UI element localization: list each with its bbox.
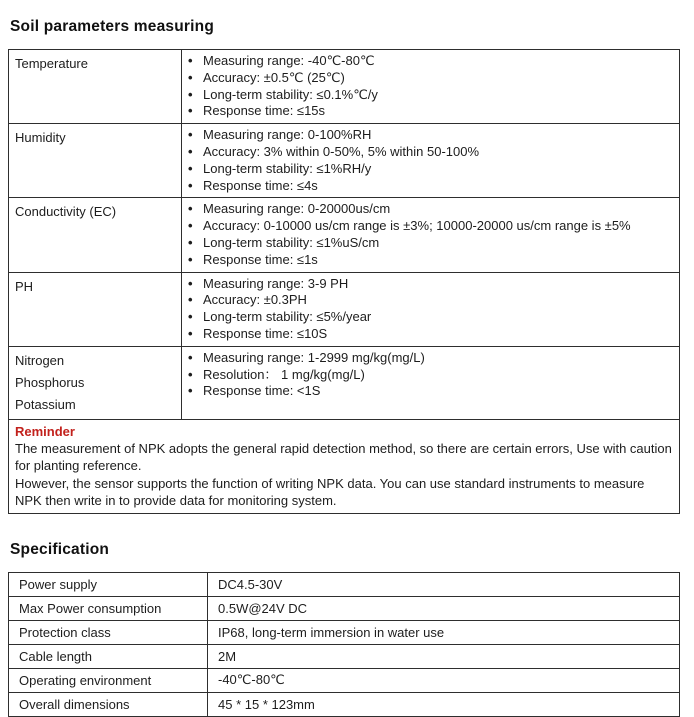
parameter-spec-cell bbox=[182, 50, 680, 124]
spec-bullet-text: Measuring range: 0-100%RH bbox=[203, 127, 372, 143]
specification-table-body bbox=[9, 572, 680, 716]
spec-bullet-item bbox=[188, 367, 673, 384]
bullet-icon: • bbox=[188, 275, 193, 291]
parameter-spec-cell bbox=[182, 272, 680, 346]
parameter-name-cell bbox=[9, 198, 182, 272]
parameter-name: Potassium bbox=[15, 396, 76, 412]
spec-label: Overall dimensions bbox=[9, 692, 208, 716]
spec-label: Max Power consumption bbox=[9, 596, 208, 620]
parameter-name: Temperature bbox=[15, 56, 88, 71]
specification-row bbox=[9, 596, 680, 620]
spec-bullet-item bbox=[188, 383, 673, 400]
bullet-icon: • bbox=[188, 127, 193, 143]
bullet-icon: • bbox=[188, 69, 193, 85]
bullet-icon: • bbox=[188, 86, 193, 102]
bullet-icon: • bbox=[188, 366, 193, 382]
specification-row bbox=[9, 644, 680, 668]
reminder-row bbox=[9, 419, 680, 513]
bullet-icon: • bbox=[188, 218, 193, 234]
spec-bullet-item bbox=[188, 252, 673, 269]
spec-bullet-text: Measuring range: 0-20000us/cm bbox=[203, 201, 391, 217]
spec-label: Operating environment bbox=[9, 668, 208, 692]
parameter-spec-cell bbox=[182, 198, 680, 272]
spec-label: Cable length bbox=[9, 644, 208, 668]
bullet-icon: • bbox=[188, 177, 193, 193]
spec-value: 45 * 15 * 123mm bbox=[208, 692, 680, 716]
spec-bullet-item bbox=[188, 144, 673, 161]
spec-value: DC4.5-30V bbox=[208, 572, 680, 596]
parameter-row bbox=[9, 346, 680, 419]
spec-bullet-text: Accuracy: 0-10000 us/cm range is ±3%; 10000-20000 us/cm range is ±5% bbox=[203, 218, 631, 234]
spec-bullet-item bbox=[188, 103, 673, 120]
spec-bullet-text: Long-term stability: ≤1%uS/cm bbox=[203, 234, 380, 250]
spec-bullet-text: Response time: ≤10S bbox=[203, 325, 328, 341]
parameter-row bbox=[9, 124, 680, 198]
specification-row bbox=[9, 620, 680, 644]
spec-bullet-text: Measuring range: 3-9 PH bbox=[203, 275, 349, 291]
parameter-row bbox=[9, 198, 680, 272]
spec-bullet-item bbox=[188, 201, 673, 218]
spec-value: IP68, long-term immersion in water use bbox=[208, 620, 680, 644]
bullet-icon: • bbox=[188, 251, 193, 267]
reminder-paragraph: The measurement of NPK adopts the general rapid detection method, so there are certain errors, Use with caution for planting reference. bbox=[15, 440, 672, 474]
spec-value: 0.5W@24V DC bbox=[208, 596, 680, 620]
bullet-icon: • bbox=[188, 143, 193, 159]
parameter-name-cell bbox=[9, 272, 182, 346]
spec-bullet-list bbox=[188, 276, 673, 343]
spec-bullet-item bbox=[188, 87, 673, 104]
parameter-row bbox=[9, 272, 680, 346]
parameters-section-title: Soil parameters measuring bbox=[10, 18, 214, 35]
specification-row bbox=[9, 572, 680, 596]
spec-bullet-list bbox=[188, 127, 673, 194]
parameter-name: Phosphorus bbox=[15, 374, 85, 390]
spec-bullet-text: Long-term stability: ≤0.1%℃/y bbox=[203, 86, 378, 102]
parameter-name: Humidity bbox=[15, 130, 66, 146]
specification-row bbox=[9, 692, 680, 716]
parameter-spec-cell bbox=[182, 346, 680, 419]
spec-bullet-item bbox=[188, 127, 673, 144]
spec-bullet-text: Resolution： 1 mg/kg(mg/L) bbox=[203, 366, 365, 382]
spec-bullet-text: Response time: ≤1s bbox=[203, 251, 318, 267]
spec-bullet-text: Response time: <1S bbox=[203, 383, 321, 399]
bullet-icon: • bbox=[188, 349, 193, 365]
spec-bullet-item bbox=[188, 53, 673, 70]
spec-bullet-item bbox=[188, 326, 673, 343]
spec-label: Power supply bbox=[9, 572, 208, 596]
specification-row bbox=[9, 668, 680, 692]
bullet-icon: • bbox=[188, 160, 193, 176]
parameter-spec-cell bbox=[182, 124, 680, 198]
spec-bullet-text: Measuring range: 1-2999 mg/kg(mg/L) bbox=[203, 349, 425, 365]
bullet-icon: • bbox=[188, 53, 193, 68]
spec-value: -40℃-80℃ bbox=[208, 668, 680, 692]
parameter-name: Conductivity (EC) bbox=[15, 204, 117, 220]
spec-label: Protection class bbox=[9, 620, 208, 644]
reminder-cell bbox=[9, 419, 680, 513]
spec-bullet-item bbox=[188, 161, 673, 178]
spec-bullet-text: Measuring range: -40℃-80℃ bbox=[203, 53, 375, 68]
spec-bullet-item bbox=[188, 70, 673, 87]
spec-bullet-text: Response time: ≤4s bbox=[203, 177, 318, 193]
spec-bullet-text: Accuracy: 3% within 0-50%, 5% within 50-100% bbox=[203, 143, 480, 159]
reminder-title: Reminder bbox=[15, 423, 75, 439]
bullet-icon: • bbox=[188, 103, 193, 119]
bullet-icon: • bbox=[188, 383, 193, 399]
spec-bullet-item bbox=[188, 235, 673, 252]
parameters-table bbox=[8, 49, 680, 514]
spec-value: 2M bbox=[208, 644, 680, 668]
bullet-icon: • bbox=[188, 201, 193, 217]
parameter-name-cell bbox=[9, 124, 182, 198]
parameter-name: Nitrogen bbox=[15, 352, 65, 368]
specification-section-title: Specification bbox=[10, 540, 110, 558]
bullet-icon: • bbox=[188, 325, 193, 341]
spec-bullet-item bbox=[188, 292, 673, 309]
spec-bullet-text: Long-term stability: ≤5%/year bbox=[203, 309, 372, 325]
bullet-icon: • bbox=[188, 292, 193, 308]
spec-bullet-text: Accuracy: ±0.3PH bbox=[203, 292, 307, 308]
parameter-row bbox=[9, 50, 680, 124]
spec-bullet-item bbox=[188, 218, 673, 235]
spec-bullet-list bbox=[188, 350, 673, 400]
spec-bullet-item bbox=[188, 309, 673, 326]
parameter-name-cell bbox=[9, 346, 182, 419]
spec-bullet-list bbox=[188, 201, 673, 268]
spec-bullet-list bbox=[188, 53, 673, 120]
bullet-icon: • bbox=[188, 309, 193, 325]
parameters-table-body bbox=[9, 50, 680, 514]
spec-bullet-item bbox=[188, 276, 673, 293]
reminder-paragraph: However, the sensor supports the function of writing NPK data. You can use standard instruments to measure NPK then write in to provide data for monitoring system. bbox=[15, 475, 645, 509]
spec-bullet-item bbox=[188, 350, 673, 367]
spec-bullet-text: Long-term stability: ≤1%RH/y bbox=[203, 160, 372, 176]
specification-table bbox=[8, 572, 680, 717]
spec-bullet-text: Response time: ≤15s bbox=[203, 103, 326, 119]
parameter-name-cell bbox=[9, 50, 182, 124]
spec-bullet-text: Accuracy: ±0.5℃ (25℃) bbox=[203, 69, 345, 85]
bullet-icon: • bbox=[188, 234, 193, 250]
spec-bullet-item bbox=[188, 178, 673, 195]
parameter-name: PH bbox=[15, 278, 34, 294]
